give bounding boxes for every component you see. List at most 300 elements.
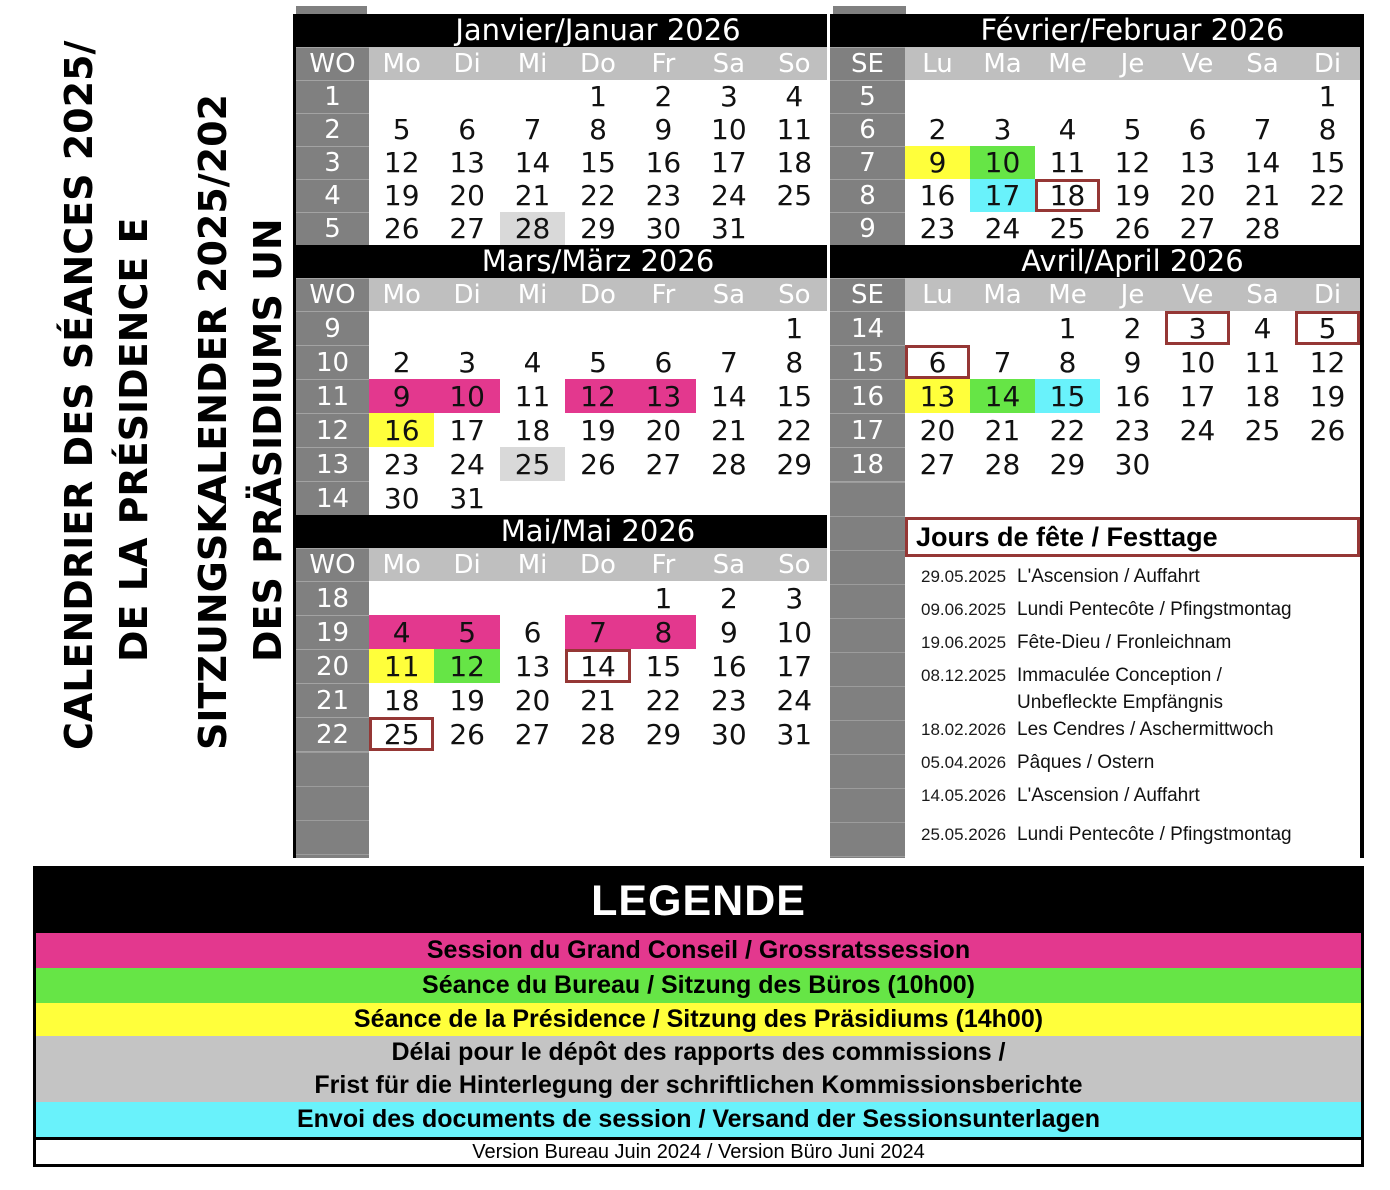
day-cell: 15 <box>1295 146 1360 179</box>
day-header: Ma <box>970 47 1035 80</box>
week-number: 3 <box>296 146 369 179</box>
day-cell: 9 <box>696 615 761 649</box>
day-header: Mo <box>369 548 434 581</box>
day-cell: 3 <box>762 581 827 615</box>
day-cell: 1 <box>1295 80 1360 113</box>
day-header: Sa <box>696 47 761 80</box>
legend <box>33 866 1364 1167</box>
day-cell: 25 <box>1035 212 1100 245</box>
day-cell: 12 <box>1295 345 1360 379</box>
day-cell: 19 <box>434 683 499 717</box>
day-cell: 27 <box>905 447 970 481</box>
day-cell: 14 <box>970 379 1035 413</box>
day-header: Mo <box>369 278 434 311</box>
week-number: 9 <box>296 311 369 345</box>
week-column-header: SE <box>830 47 905 80</box>
week-number: 14 <box>830 311 905 345</box>
legend-label: Envoi des documents de session / Versand der Sessionsunterlagen <box>296 1105 1101 1133</box>
day-cell: 18 <box>762 146 827 179</box>
day-cell: 1 <box>631 581 696 615</box>
day-cell <box>565 481 630 515</box>
day-cell: 6 <box>905 345 970 379</box>
day-cell: 1 <box>565 80 630 113</box>
day-cell <box>565 581 630 615</box>
vertical-title-line: DES PRÄSIDIUMS UN <box>246 218 290 662</box>
day-cell: 10 <box>970 146 1035 179</box>
day-cell <box>970 311 1035 345</box>
day-cell: 1 <box>1035 311 1100 345</box>
day-cell <box>1230 80 1295 113</box>
day-cell <box>970 80 1035 113</box>
holiday-row <box>905 821 1360 854</box>
day-cell: 6 <box>434 113 499 146</box>
week-number: 7 <box>830 146 905 179</box>
day-cell: 15 <box>631 649 696 683</box>
holiday-date: 09.06.2025 <box>921 600 1007 619</box>
day-cell: 25 <box>1230 413 1295 447</box>
day-header: Je <box>1100 47 1165 80</box>
month-january <box>293 14 827 245</box>
week-number: 1 <box>296 80 369 113</box>
day-cell: 19 <box>369 179 434 212</box>
day-cell: 14 <box>565 649 630 683</box>
week-number: 9 <box>830 212 905 245</box>
day-cell: 21 <box>1230 179 1295 212</box>
day-cell: 16 <box>905 179 970 212</box>
holiday-row <box>905 749 1360 782</box>
week-number: 18 <box>296 581 369 615</box>
day-cell: 26 <box>565 447 630 481</box>
day-cell: 28 <box>500 212 565 245</box>
day-cell: 28 <box>1230 212 1295 245</box>
week-number: 10 <box>296 345 369 379</box>
day-header: Do <box>565 278 630 311</box>
day-cell <box>500 80 565 113</box>
day-cell: 3 <box>434 345 499 379</box>
day-cell: 6 <box>1165 113 1230 146</box>
day-cell: 9 <box>631 113 696 146</box>
day-cell: 23 <box>631 179 696 212</box>
day-cell: 9 <box>905 146 970 179</box>
day-cell: 14 <box>500 146 565 179</box>
day-header: Di <box>434 548 499 581</box>
day-cell: 24 <box>1165 413 1230 447</box>
holiday-label: Les Cendres / Aschermittwoch <box>1017 719 1274 740</box>
day-cell: 21 <box>500 179 565 212</box>
day-cell: 23 <box>1100 413 1165 447</box>
day-cell: 23 <box>369 447 434 481</box>
day-cell: 10 <box>1165 345 1230 379</box>
day-cell: 22 <box>1035 413 1100 447</box>
day-cell: 22 <box>631 683 696 717</box>
day-cell: 15 <box>762 379 827 413</box>
week-number: 17 <box>830 413 905 447</box>
holiday-label: Lundi Pentecôte / Pfingstmontag <box>1017 824 1292 845</box>
legend-title: LEGENDE <box>36 869 1361 933</box>
day-cell: 10 <box>696 113 761 146</box>
day-header: Di <box>434 278 499 311</box>
day-header: Lu <box>905 278 970 311</box>
day-cell: 20 <box>905 413 970 447</box>
day-cell: 19 <box>1100 179 1165 212</box>
day-cell <box>565 311 630 345</box>
day-header: Di <box>434 47 499 80</box>
day-cell: 5 <box>434 615 499 649</box>
day-cell: 7 <box>565 615 630 649</box>
holiday-row <box>905 716 1360 749</box>
day-cell: 22 <box>1295 179 1360 212</box>
holiday-row <box>905 563 1360 596</box>
holiday-label: Pâques / Ostern <box>1017 752 1155 773</box>
day-cell: 25 <box>369 717 434 751</box>
day-cell: 22 <box>762 413 827 447</box>
day-header: Di <box>1295 47 1360 80</box>
week-column-header: SE <box>830 278 905 311</box>
vertical-title-line: DE LA PRÉSIDENCE E <box>112 217 156 662</box>
holidays-list <box>905 563 1360 854</box>
holiday-label: Fête-Dieu / Fronleichnam <box>1017 632 1232 653</box>
day-header: Mi <box>500 47 565 80</box>
week-number: 4 <box>296 179 369 212</box>
month-title: Mai/Mai 2026 <box>296 515 827 548</box>
day-cell: 15 <box>565 146 630 179</box>
day-cell: 30 <box>631 212 696 245</box>
day-cell: 8 <box>762 345 827 379</box>
day-header: Mi <box>500 278 565 311</box>
day-cell <box>631 481 696 515</box>
holiday-label: Immaculée Conception / Unbefleckte Empfängnis <box>1017 665 1223 713</box>
day-header: Sa <box>1230 278 1295 311</box>
day-cell: 13 <box>631 379 696 413</box>
day-cell: 5 <box>1100 113 1165 146</box>
day-cell: 2 <box>631 80 696 113</box>
day-cell <box>1230 447 1295 481</box>
week-number: 13 <box>296 447 369 481</box>
holiday-date: 19.06.2025 <box>921 633 1007 652</box>
month-march <box>293 245 827 515</box>
day-cell: 17 <box>762 649 827 683</box>
day-cell: 15 <box>1035 379 1100 413</box>
day-cell <box>1295 212 1360 245</box>
version-note: Version Bureau Juin 2024 / Version Büro Juni 2024 <box>36 1137 1361 1164</box>
day-cell <box>369 311 434 345</box>
week-number: 19 <box>296 615 369 649</box>
day-cell: 20 <box>500 683 565 717</box>
day-cell <box>905 80 970 113</box>
day-cell: 26 <box>1295 413 1360 447</box>
day-cell: 12 <box>1100 146 1165 179</box>
vertical-title-line: SITZUNGSKALENDER 2025/202 <box>191 94 235 750</box>
day-cell: 27 <box>631 447 696 481</box>
day-header: Fr <box>631 47 696 80</box>
day-cell: 21 <box>696 413 761 447</box>
legend-row-bureau <box>36 968 1361 1003</box>
day-cell <box>1295 447 1360 481</box>
week-number: 20 <box>296 649 369 683</box>
day-cell: 4 <box>1035 113 1100 146</box>
day-cell: 28 <box>565 717 630 751</box>
day-cell: 9 <box>369 379 434 413</box>
holiday-label: L'Ascension / Auffahrt <box>1017 566 1200 587</box>
legend-label: Frist für die Hinterlegung der schriftlichen Kommissionsberichte <box>314 1071 1083 1099</box>
day-header: Lu <box>905 47 970 80</box>
day-cell <box>1035 80 1100 113</box>
week-column-extension <box>296 751 369 858</box>
holidays-title: Jours de fête / Festtage <box>905 517 1360 557</box>
week-number: 15 <box>830 345 905 379</box>
legend-row-delai <box>36 1036 1361 1102</box>
day-cell: 22 <box>565 179 630 212</box>
day-cell: 11 <box>1035 146 1100 179</box>
day-cell <box>762 212 827 245</box>
day-cell <box>1100 80 1165 113</box>
day-cell: 29 <box>762 447 827 481</box>
day-cell: 11 <box>762 113 827 146</box>
day-cell: 18 <box>1230 379 1295 413</box>
week-column-header: WO <box>296 278 369 311</box>
day-cell: 26 <box>1100 212 1165 245</box>
day-header: Ma <box>970 278 1035 311</box>
week-number: 16 <box>830 379 905 413</box>
day-cell: 3 <box>696 80 761 113</box>
day-cell: 12 <box>434 649 499 683</box>
day-cell <box>500 581 565 615</box>
day-cell <box>434 581 499 615</box>
day-cell <box>500 311 565 345</box>
day-header: Mo <box>369 47 434 80</box>
day-cell: 30 <box>369 481 434 515</box>
day-header: Me <box>1035 278 1100 311</box>
day-cell: 16 <box>631 146 696 179</box>
day-cell: 24 <box>970 212 1035 245</box>
legend-label: Séance du Bureau / Sitzung des Büros (10h00) <box>422 971 975 999</box>
day-cell: 24 <box>762 683 827 717</box>
day-cell: 2 <box>905 113 970 146</box>
day-cell: 21 <box>565 683 630 717</box>
vertical-title-line: CALENDRIER DES SÉANCES 2025/ <box>57 40 101 750</box>
day-cell <box>696 311 761 345</box>
holiday-date: 18.02.2026 <box>921 720 1007 739</box>
day-cell <box>369 581 434 615</box>
day-cell: 9 <box>1100 345 1165 379</box>
week-column-header: WO <box>296 47 369 80</box>
day-cell: 6 <box>631 345 696 379</box>
day-cell: 7 <box>970 345 1035 379</box>
day-cell <box>369 80 434 113</box>
month-grid <box>296 278 827 515</box>
legend-row-presidence <box>36 1003 1361 1036</box>
day-cell: 4 <box>1230 311 1295 345</box>
day-header: So <box>762 548 827 581</box>
day-cell: 13 <box>434 146 499 179</box>
day-header: Do <box>565 47 630 80</box>
day-header: Me <box>1035 47 1100 80</box>
day-cell: 14 <box>696 379 761 413</box>
legend-label: Délai pour le dépôt des rapports des commissions / <box>391 1038 1006 1066</box>
holiday-date: 05.04.2026 <box>921 753 1007 772</box>
day-cell <box>762 481 827 515</box>
day-cell: 4 <box>369 615 434 649</box>
day-cell: 31 <box>762 717 827 751</box>
day-header: Fr <box>631 278 696 311</box>
day-cell <box>1165 80 1230 113</box>
day-cell: 8 <box>1035 345 1100 379</box>
day-cell: 18 <box>500 413 565 447</box>
vertical-title-german <box>186 0 296 750</box>
day-cell: 4 <box>762 80 827 113</box>
legend-label: Session du Grand Conseil / Grossratssession <box>426 936 971 964</box>
day-cell: 27 <box>434 212 499 245</box>
day-cell: 24 <box>696 179 761 212</box>
month-grid <box>296 548 827 858</box>
day-cell: 16 <box>369 413 434 447</box>
holiday-date: 29.05.2025 <box>921 567 1007 586</box>
day-cell: 16 <box>696 649 761 683</box>
legend-row-envoi <box>36 1102 1361 1137</box>
week-number: 2 <box>296 113 369 146</box>
holiday-label: Lundi Pentecôte / Pfingstmontag <box>1017 599 1292 620</box>
day-cell: 23 <box>696 683 761 717</box>
holidays-panel <box>905 517 1360 854</box>
day-cell <box>631 311 696 345</box>
day-cell: 30 <box>1100 447 1165 481</box>
day-header: Do <box>565 548 630 581</box>
day-cell: 16 <box>1100 379 1165 413</box>
month-title: Janvier/Januar 2026 <box>296 14 827 47</box>
day-cell: 3 <box>1165 311 1230 345</box>
day-cell: 2 <box>1100 311 1165 345</box>
holiday-date: 14.05.2026 <box>921 786 1007 805</box>
holiday-date: 08.12.2025 <box>921 666 1007 685</box>
day-cell: 19 <box>1295 379 1360 413</box>
day-cell <box>905 311 970 345</box>
day-cell: 14 <box>1230 146 1295 179</box>
day-header: So <box>762 278 827 311</box>
week-column-extension <box>830 481 905 858</box>
day-cell: 10 <box>762 615 827 649</box>
day-cell: 12 <box>565 379 630 413</box>
day-header: Ve <box>1165 47 1230 80</box>
day-cell <box>1165 447 1230 481</box>
day-cell <box>696 481 761 515</box>
day-cell <box>434 80 499 113</box>
day-cell: 17 <box>434 413 499 447</box>
day-cell: 29 <box>1035 447 1100 481</box>
day-cell: 25 <box>500 447 565 481</box>
week-column-header: WO <box>296 548 369 581</box>
day-cell: 26 <box>369 212 434 245</box>
day-cell: 13 <box>905 379 970 413</box>
day-cell: 29 <box>631 717 696 751</box>
day-cell: 25 <box>762 179 827 212</box>
week-number: 5 <box>296 212 369 245</box>
week-number: 5 <box>830 80 905 113</box>
day-cell: 13 <box>1165 146 1230 179</box>
week-number: 21 <box>296 683 369 717</box>
day-cell: 28 <box>970 447 1035 481</box>
day-cell: 5 <box>369 113 434 146</box>
day-cell: 31 <box>434 481 499 515</box>
day-cell: 24 <box>434 447 499 481</box>
day-cell: 18 <box>369 683 434 717</box>
empty-area <box>369 751 827 858</box>
day-header: So <box>762 47 827 80</box>
day-cell: 1 <box>762 311 827 345</box>
holiday-date: 25.05.2026 <box>921 825 1007 844</box>
day-cell: 17 <box>696 146 761 179</box>
week-number: 22 <box>296 717 369 751</box>
day-cell: 17 <box>970 179 1035 212</box>
day-cell: 13 <box>500 649 565 683</box>
day-header: Ve <box>1165 278 1230 311</box>
day-cell: 27 <box>1165 212 1230 245</box>
legend-label: Séance de la Présidence / Sitzung des Präsidiums (14h00) <box>353 1005 1044 1033</box>
day-cell: 10 <box>434 379 499 413</box>
day-cell: 5 <box>565 345 630 379</box>
day-cell: 4 <box>500 345 565 379</box>
holiday-row <box>905 629 1360 662</box>
vertical-title-french <box>52 0 162 750</box>
day-cell: 12 <box>369 146 434 179</box>
day-cell: 20 <box>631 413 696 447</box>
day-cell: 23 <box>905 212 970 245</box>
day-cell: 20 <box>434 179 499 212</box>
day-header: Sa <box>1230 47 1295 80</box>
holiday-label: L'Ascension / Auffahrt <box>1017 785 1200 806</box>
holiday-row <box>905 662 1360 716</box>
day-cell <box>500 481 565 515</box>
day-cell: 27 <box>500 717 565 751</box>
week-number: 12 <box>296 413 369 447</box>
day-cell: 7 <box>1230 113 1295 146</box>
day-cell: 6 <box>500 615 565 649</box>
day-cell: 7 <box>696 345 761 379</box>
day-cell: 7 <box>500 113 565 146</box>
day-cell: 26 <box>434 717 499 751</box>
day-header: Fr <box>631 548 696 581</box>
month-title: Avril/April 2026 <box>830 245 1360 278</box>
day-cell: 5 <box>1295 311 1360 345</box>
week-number: 6 <box>830 113 905 146</box>
day-cell: 31 <box>696 212 761 245</box>
day-cell: 29 <box>565 212 630 245</box>
day-header: Di <box>1295 278 1360 311</box>
day-cell: 2 <box>696 581 761 615</box>
day-header: Mi <box>500 548 565 581</box>
week-number: 11 <box>296 379 369 413</box>
day-cell: 8 <box>631 615 696 649</box>
month-title: Mars/März 2026 <box>296 245 827 278</box>
month-february <box>830 14 1364 245</box>
legend-row-session <box>36 933 1361 968</box>
week-number: 14 <box>296 481 369 515</box>
day-cell: 11 <box>369 649 434 683</box>
day-cell: 30 <box>696 717 761 751</box>
week-number: 8 <box>830 179 905 212</box>
month-may <box>293 515 827 858</box>
day-cell <box>434 311 499 345</box>
holiday-row <box>905 596 1360 629</box>
day-header: Sa <box>696 548 761 581</box>
holiday-row <box>905 782 1360 815</box>
day-cell: 17 <box>1165 379 1230 413</box>
day-cell: 21 <box>970 413 1035 447</box>
day-cell: 19 <box>565 413 630 447</box>
month-title: Février/Februar 2026 <box>830 14 1360 47</box>
day-cell: 8 <box>1295 113 1360 146</box>
day-cell: 20 <box>1165 179 1230 212</box>
day-header: Sa <box>696 278 761 311</box>
